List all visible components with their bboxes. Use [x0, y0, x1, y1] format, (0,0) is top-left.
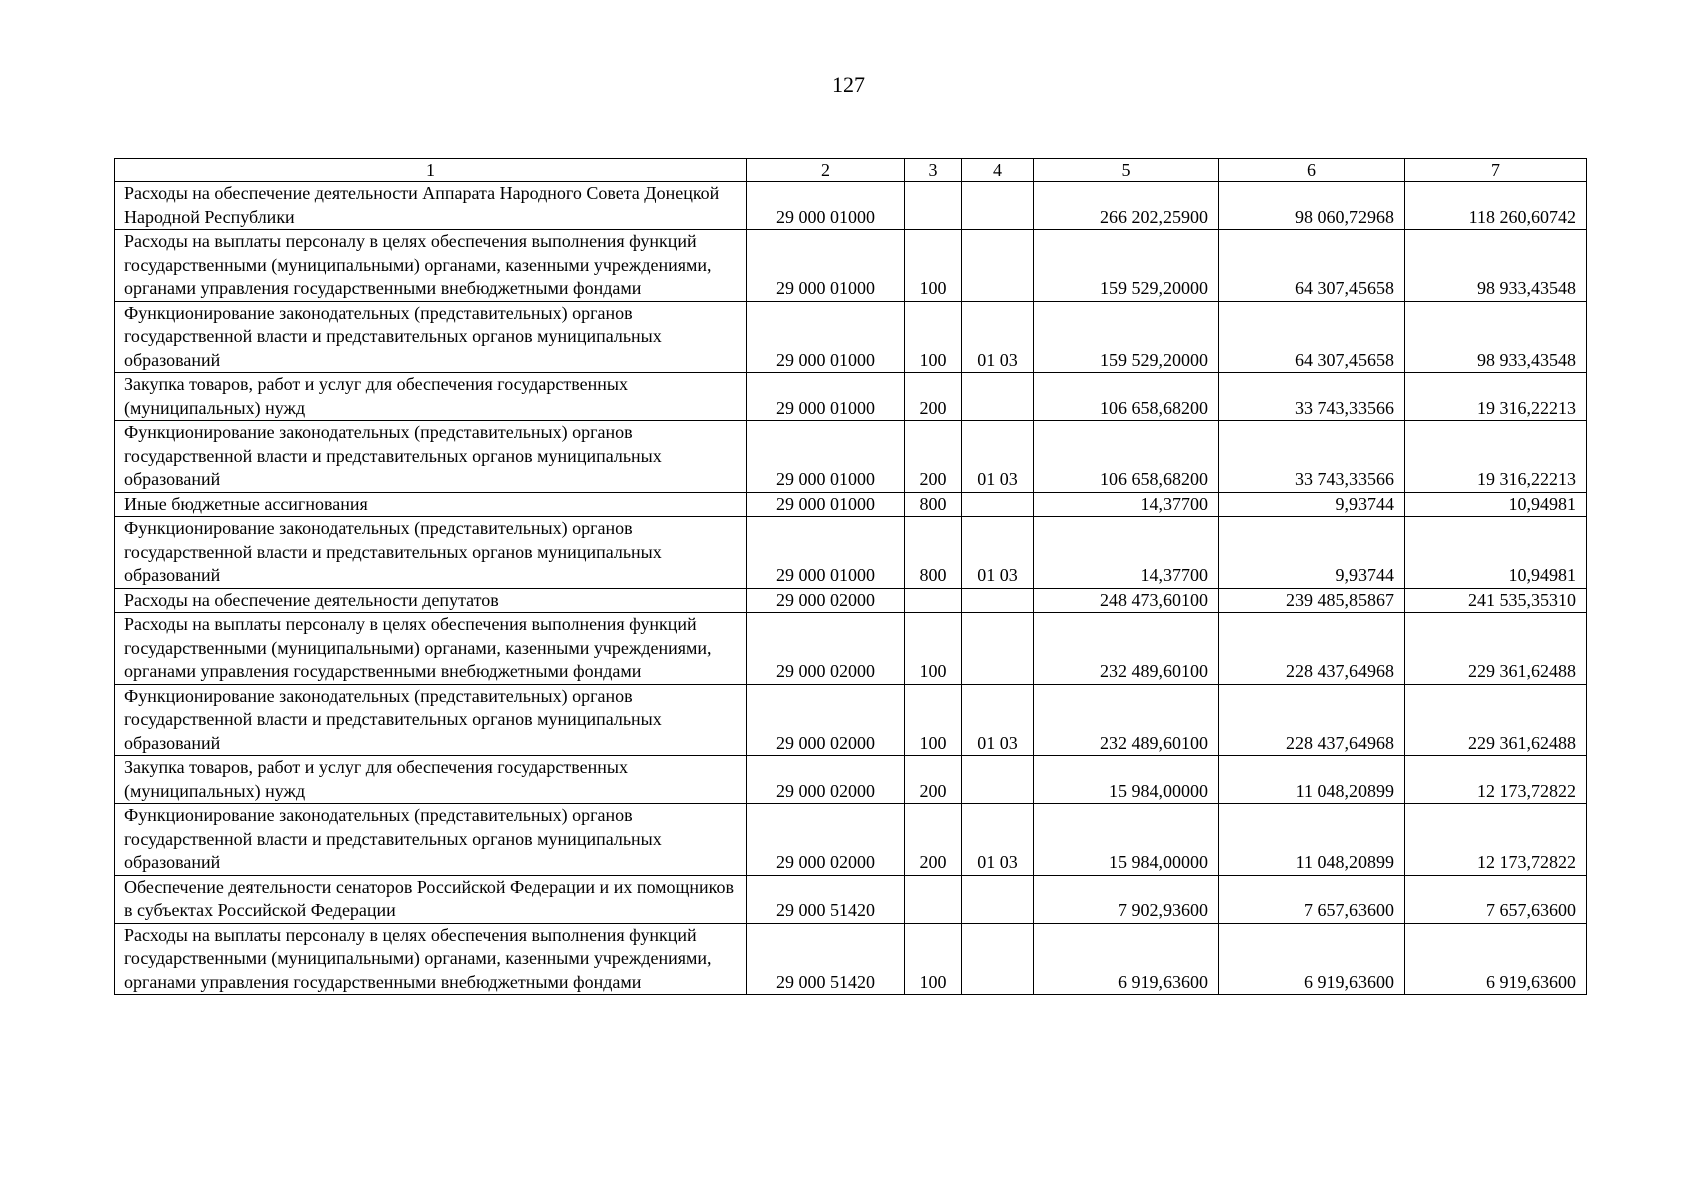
table-row: [115, 923, 1587, 995]
row-section-code: 01 03: [962, 684, 1034, 756]
row-expense-type: 200: [905, 373, 962, 421]
page-number: 127: [832, 72, 865, 97]
row-target-code: 29 000 01000: [747, 230, 905, 302]
row-value-col6: 33 743,33566: [1219, 373, 1405, 421]
row-value-col6: 98 060,72968: [1219, 182, 1405, 230]
row-value-col7: 98 933,43548: [1405, 230, 1587, 302]
header-col-7: 7: [1405, 159, 1587, 182]
table-row: [115, 613, 1587, 685]
row-value-col6: 64 307,45658: [1219, 230, 1405, 302]
row-value-col7: 6 919,63600: [1405, 923, 1587, 995]
table-row: [115, 301, 1587, 373]
row-expense-type: [905, 875, 962, 923]
row-section-code: 01 03: [962, 517, 1034, 589]
row-expense-type: 100: [905, 684, 962, 756]
row-expense-type: 200: [905, 756, 962, 804]
row-expense-type: 800: [905, 517, 962, 589]
table-row: [115, 756, 1587, 804]
row-section-code: [962, 756, 1034, 804]
table-row: [115, 182, 1587, 230]
row-value-col5: 159 529,20000: [1034, 230, 1219, 302]
row-value-col6: 33 743,33566: [1219, 421, 1405, 493]
row-name: Расходы на обеспечение деятельности депутатов: [115, 588, 747, 613]
row-name: Функционирование законодательных (представительных) органов государственной власти и представительных органов муниципальных образований: [115, 421, 747, 493]
row-value-col7: 7 657,63600: [1405, 875, 1587, 923]
row-value-col6: 11 048,20899: [1219, 756, 1405, 804]
row-value-col6: 9,93744: [1219, 492, 1405, 517]
row-name: Закупка товаров, работ и услуг для обеспечения государственных (муниципальных) нужд: [115, 756, 747, 804]
row-section-code: 01 03: [962, 421, 1034, 493]
row-value-col5: 14,37700: [1034, 517, 1219, 589]
row-name: Расходы на обеспечение деятельности Аппарата Народного Совета Донецкой Народной Республики: [115, 182, 747, 230]
row-name: Функционирование законодательных (представительных) органов государственной власти и представительных органов муниципальных образований: [115, 301, 747, 373]
row-value-col6: 239 485,85867: [1219, 588, 1405, 613]
row-section-code: 01 03: [962, 301, 1034, 373]
row-value-col5: 6 919,63600: [1034, 923, 1219, 995]
row-value-col7: 10,94981: [1405, 517, 1587, 589]
row-value-col5: 15 984,00000: [1034, 804, 1219, 876]
row-value-col7: 12 173,72822: [1405, 756, 1587, 804]
row-name: Обеспечение деятельности сенаторов Российской Федерации и их помощников в субъектах Российской Федерации: [115, 875, 747, 923]
row-target-code: 29 000 51420: [747, 875, 905, 923]
row-value-col7: 19 316,22213: [1405, 373, 1587, 421]
row-name: Иные бюджетные ассигнования: [115, 492, 747, 517]
row-expense-type: [905, 182, 962, 230]
table-body: [115, 182, 1587, 995]
row-target-code: 29 000 01000: [747, 301, 905, 373]
row-value-col5: 106 658,68200: [1034, 373, 1219, 421]
row-target-code: 29 000 01000: [747, 182, 905, 230]
row-target-code: 29 000 51420: [747, 923, 905, 995]
row-section-code: [962, 613, 1034, 685]
row-section-code: [962, 875, 1034, 923]
row-target-code: 29 000 02000: [747, 804, 905, 876]
table-row: [115, 517, 1587, 589]
header-col-3: 3: [905, 159, 962, 182]
table-row: [115, 588, 1587, 613]
row-target-code: 29 000 01000: [747, 517, 905, 589]
row-expense-type: 800: [905, 492, 962, 517]
row-value-col7: 10,94981: [1405, 492, 1587, 517]
row-target-code: 29 000 01000: [747, 492, 905, 517]
row-value-col5: 232 489,60100: [1034, 613, 1219, 685]
row-value-col7: 12 173,72822: [1405, 804, 1587, 876]
table-row: [115, 492, 1587, 517]
row-name: Функционирование законодательных (представительных) органов государственной власти и представительных органов муниципальных образований: [115, 517, 747, 589]
row-value-col5: 14,37700: [1034, 492, 1219, 517]
row-value-col5: 248 473,60100: [1034, 588, 1219, 613]
table-row: [115, 373, 1587, 421]
row-section-code: [962, 588, 1034, 613]
row-value-col6: 228 437,64968: [1219, 613, 1405, 685]
table-row: [115, 421, 1587, 493]
row-target-code: 29 000 01000: [747, 421, 905, 493]
header-row: [115, 159, 1587, 182]
row-expense-type: 100: [905, 230, 962, 302]
row-value-col7: 229 361,62488: [1405, 684, 1587, 756]
row-target-code: 29 000 02000: [747, 588, 905, 613]
row-value-col5: 266 202,25900: [1034, 182, 1219, 230]
row-value-col7: 229 361,62488: [1405, 613, 1587, 685]
row-target-code: 29 000 02000: [747, 684, 905, 756]
table-row: [115, 875, 1587, 923]
row-name: Закупка товаров, работ и услуг для обеспечения государственных (муниципальных) нужд: [115, 373, 747, 421]
row-target-code: 29 000 01000: [747, 373, 905, 421]
row-expense-type: 200: [905, 421, 962, 493]
row-name: Расходы на выплаты персоналу в целях обеспечения выполнения функций государственными (муниципальными) органами, казенными учреждениями, органами управления государственными внебюджетными фондами: [115, 613, 747, 685]
row-value-col6: 64 307,45658: [1219, 301, 1405, 373]
header-col-5: 5: [1034, 159, 1219, 182]
row-value-col6: 6 919,63600: [1219, 923, 1405, 995]
header-col-4: 4: [962, 159, 1034, 182]
header-col-1: 1: [115, 159, 747, 182]
row-section-code: [962, 373, 1034, 421]
row-expense-type: 100: [905, 923, 962, 995]
row-value-col6: 7 657,63600: [1219, 875, 1405, 923]
row-name: Функционирование законодательных (представительных) органов государственной власти и представительных органов муниципальных образований: [115, 804, 747, 876]
table-row: [115, 804, 1587, 876]
table-header: [115, 159, 1587, 182]
row-value-col5: 159 529,20000: [1034, 301, 1219, 373]
row-value-col5: 7 902,93600: [1034, 875, 1219, 923]
row-value-col5: 15 984,00000: [1034, 756, 1219, 804]
header-col-2: 2: [747, 159, 905, 182]
row-expense-type: 100: [905, 301, 962, 373]
row-target-code: 29 000 02000: [747, 613, 905, 685]
row-expense-type: 100: [905, 613, 962, 685]
row-value-col7: 118 260,60742: [1405, 182, 1587, 230]
row-value-col7: 19 316,22213: [1405, 421, 1587, 493]
row-value-col7: 98 933,43548: [1405, 301, 1587, 373]
row-section-code: [962, 492, 1034, 517]
row-expense-type: [905, 588, 962, 613]
row-section-code: [962, 230, 1034, 302]
row-value-col6: 11 048,20899: [1219, 804, 1405, 876]
row-value-col6: 228 437,64968: [1219, 684, 1405, 756]
budget-table: [114, 158, 1587, 995]
row-section-code: 01 03: [962, 804, 1034, 876]
row-value-col7: 241 535,35310: [1405, 588, 1587, 613]
table-row: [115, 230, 1587, 302]
table-row: [115, 684, 1587, 756]
row-expense-type: 200: [905, 804, 962, 876]
header-col-6: 6: [1219, 159, 1405, 182]
row-name: Расходы на выплаты персоналу в целях обеспечения выполнения функций государственными (муниципальными) органами, казенными учреждениями, органами управления государственными внебюджетными фондами: [115, 230, 747, 302]
row-value-col6: 9,93744: [1219, 517, 1405, 589]
row-section-code: [962, 182, 1034, 230]
row-section-code: [962, 923, 1034, 995]
row-name: Расходы на выплаты персоналу в целях обеспечения выполнения функций государственными (муниципальными) органами, казенными учреждениями, органами управления государственными внебюджетными фондами: [115, 923, 747, 995]
row-name: Функционирование законодательных (представительных) органов государственной власти и представительных органов муниципальных образований: [115, 684, 747, 756]
row-value-col5: 106 658,68200: [1034, 421, 1219, 493]
row-target-code: 29 000 02000: [747, 756, 905, 804]
row-value-col5: 232 489,60100: [1034, 684, 1219, 756]
